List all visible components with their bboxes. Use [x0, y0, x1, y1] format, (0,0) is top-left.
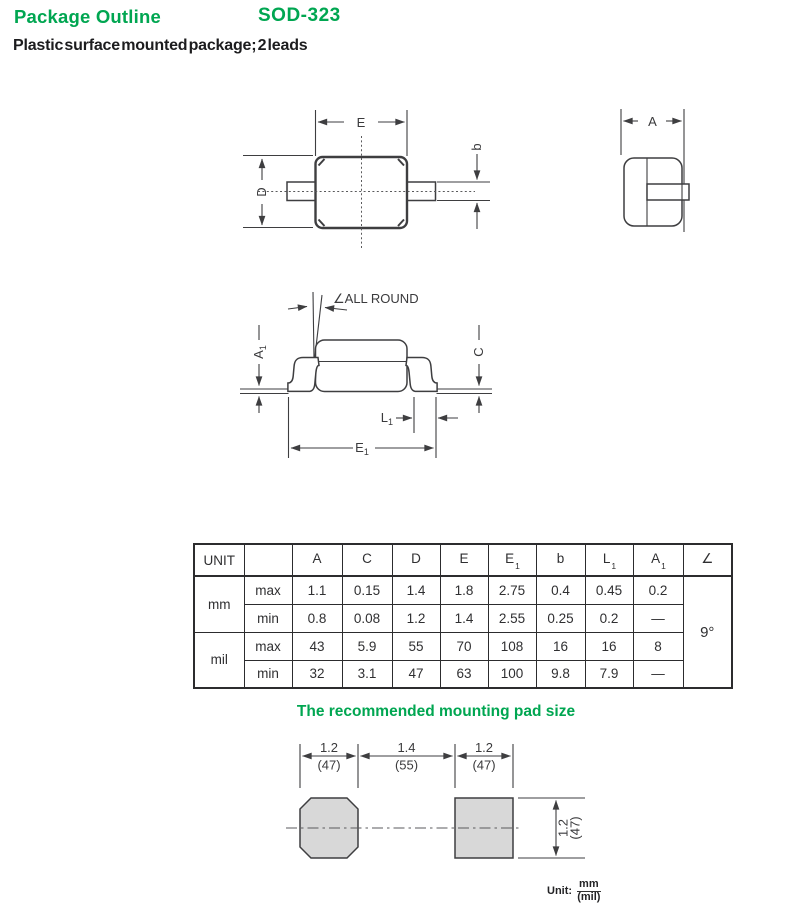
- table-cell: 0.08: [342, 604, 392, 632]
- dim-label-e1: $E_1$: [355, 440, 369, 457]
- dim-label-a: A: [648, 114, 657, 129]
- col-header: C: [342, 544, 392, 576]
- table-cell: 5.9: [342, 632, 392, 660]
- dim-label-d: D: [254, 187, 269, 197]
- dimensions-table: [193, 543, 733, 689]
- unit-note: [547, 879, 601, 903]
- row-label-max: max: [244, 576, 292, 604]
- table-row-mil-max: [194, 632, 732, 660]
- table-row-mm-min: [194, 604, 732, 632]
- table-cell: 0.4: [536, 576, 585, 604]
- table-cell: 3.1: [342, 660, 392, 688]
- table-cell: 0.45: [585, 576, 633, 604]
- col-header: $E_1$: [488, 544, 536, 576]
- table-cell: 0.25: [536, 604, 585, 632]
- table-cell: 63: [440, 660, 488, 688]
- col-header: D: [392, 544, 440, 576]
- dim-label-a1: $A_1$: [251, 345, 268, 359]
- col-header: A: [292, 544, 342, 576]
- table-cell: 108: [488, 632, 536, 660]
- table-cell: 47: [392, 660, 440, 688]
- dim-label-e: E: [356, 115, 366, 130]
- unit-note-denominator: (mil): [577, 890, 601, 903]
- col-header: E: [440, 544, 488, 576]
- page-subtitle: Plastic surface mounted package; 2 leads: [13, 37, 308, 54]
- unit-cell-mil: mil: [194, 632, 244, 688]
- table-cell: 2.75: [488, 576, 536, 604]
- dim-label-b: b: [469, 143, 484, 151]
- unit-note-fraction: [577, 879, 601, 903]
- table-cell: 100: [488, 660, 536, 688]
- side-view-drawing: [235, 290, 505, 462]
- pad-dim-right-mil: (47): [472, 757, 496, 773]
- end-view-drawing: [612, 105, 700, 240]
- unit-note-numerator: mm: [579, 878, 599, 890]
- table-cell: 1.8: [440, 576, 488, 604]
- pad-dim-mid-mm: 1.4: [397, 740, 416, 755]
- angle-value-cell: 9°: [683, 576, 732, 688]
- table-cell: 43: [292, 632, 342, 660]
- pad-dim-vert-mm: 1.2: [555, 818, 571, 838]
- row-label-min: min: [244, 660, 292, 688]
- top-view-drawing: [240, 105, 500, 255]
- table-row-mm-max: [194, 576, 732, 604]
- mounting-pad-heading: The recommended mounting pad size: [296, 703, 576, 720]
- pad-dim-vert-mil: (47): [567, 816, 583, 840]
- pad-dim-left-mil: (47): [317, 757, 341, 773]
- table-cell: 9.8: [536, 660, 585, 688]
- row-label-max: max: [244, 632, 292, 660]
- table-cell: 0.2: [585, 604, 633, 632]
- table-cell: —: [633, 660, 683, 688]
- col-header-unit: UNIT: [194, 544, 244, 576]
- unit-note-label: Unit:: [547, 885, 573, 898]
- table-cell: 70: [440, 632, 488, 660]
- table-cell: 1.2: [392, 604, 440, 632]
- page-title: Package Outline: [14, 6, 161, 27]
- col-header: b: [536, 544, 585, 576]
- col-header-angle: ∠: [683, 544, 732, 576]
- row-label-min: min: [244, 604, 292, 632]
- unit-cell-mm: mm: [194, 576, 244, 632]
- col-header: $A_1$: [633, 544, 683, 576]
- table-cell: —: [633, 604, 683, 632]
- table-cell: 16: [585, 632, 633, 660]
- mounting-pad-drawing: [282, 742, 592, 867]
- angle-note-label: ∠ALL ROUND: [333, 291, 419, 306]
- col-header: $L_1$: [585, 544, 633, 576]
- dim-label-l1: $L_1$: [380, 410, 393, 427]
- table-cell: 2.55: [488, 604, 536, 632]
- table-cell: 8: [633, 632, 683, 660]
- table-cell: 55: [392, 632, 440, 660]
- table-cell: 7.9: [585, 660, 633, 688]
- table-cell: 0.8: [292, 604, 342, 632]
- table-cell: 1.1: [292, 576, 342, 604]
- package-name: SOD-323: [258, 5, 341, 26]
- table-cell: 0.2: [633, 576, 683, 604]
- pad-dim-right-mm: 1.2: [474, 740, 494, 755]
- table-cell: 1.4: [392, 576, 440, 604]
- table-cell: 1.4: [440, 604, 488, 632]
- table-cell: 32: [292, 660, 342, 688]
- col-header-empty: [244, 544, 292, 576]
- table-cell: 0.15: [342, 576, 392, 604]
- table-row-mil-min: [194, 660, 732, 688]
- table-cell: 16: [536, 632, 585, 660]
- dim-label-c: C: [471, 347, 486, 357]
- pad-dim-left-mm: 1.2: [319, 740, 339, 755]
- pad-dim-mid-mil: (55): [394, 757, 419, 773]
